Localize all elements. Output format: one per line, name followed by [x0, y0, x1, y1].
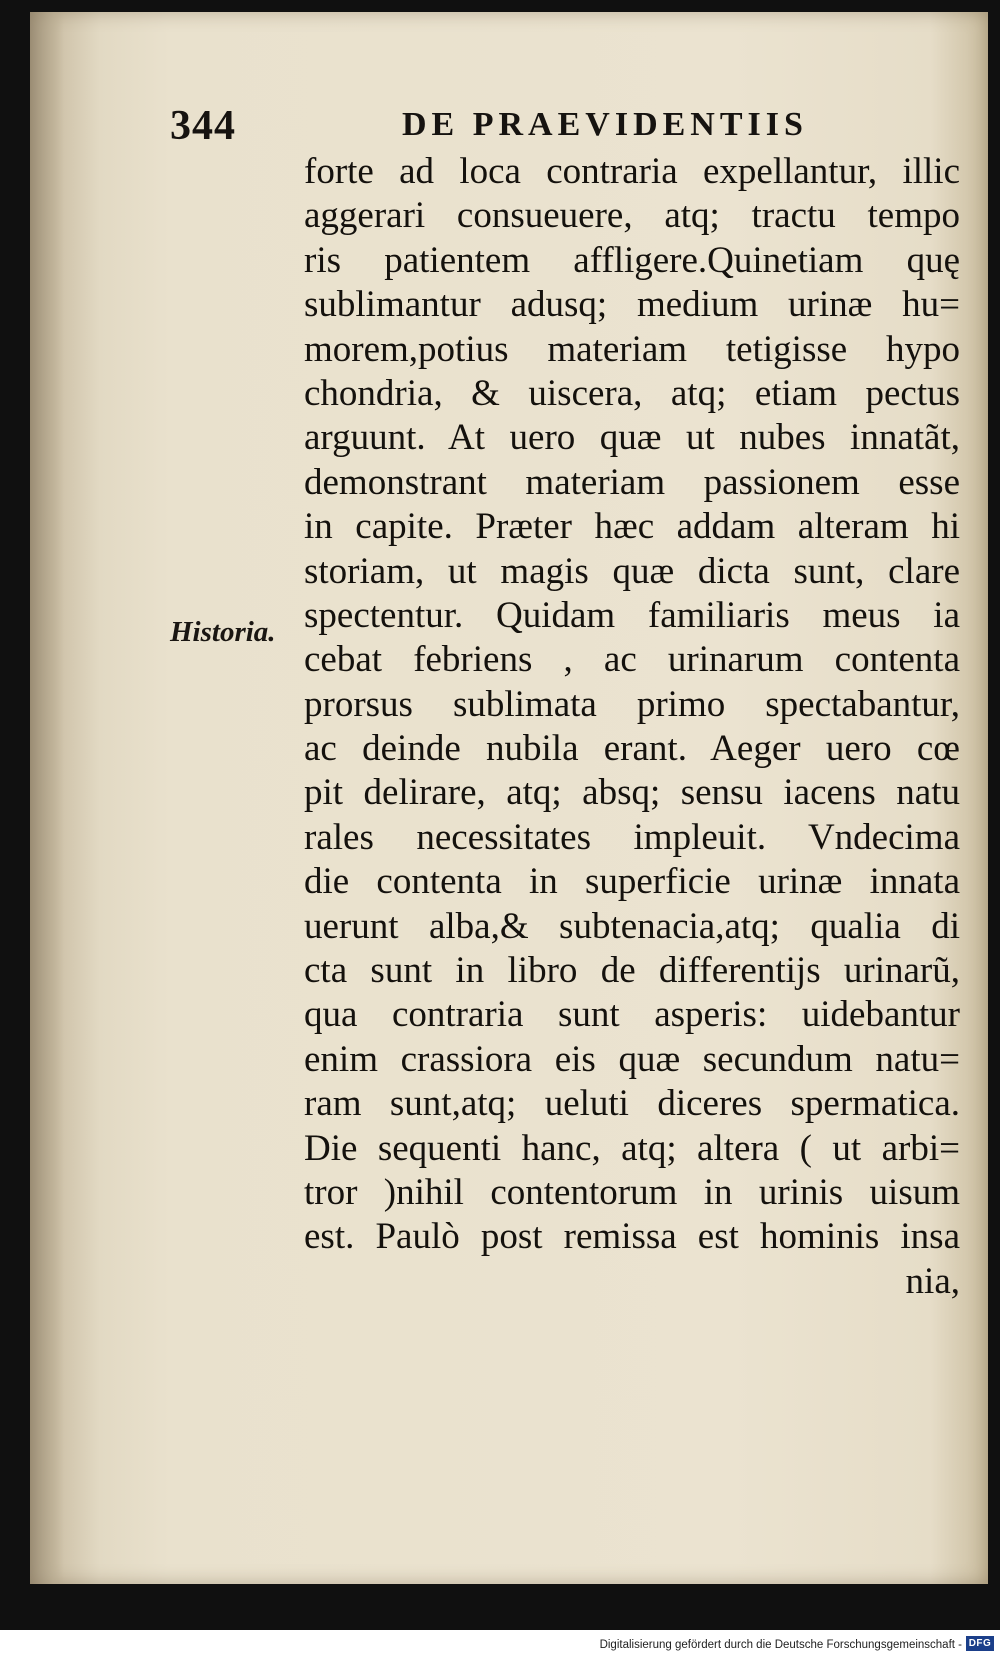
text-line: storiam, ut magis quæ dicta sunt, clare	[304, 550, 960, 592]
body-text	[304, 150, 960, 1304]
text-line: in capite. Præter hæc addam alteram hi	[304, 506, 960, 548]
page-number: 344	[170, 103, 236, 149]
text-line: die contenta in superficie urinæ innata	[304, 861, 960, 903]
text-line: forte ad loca contraria expellantur, illic	[304, 151, 960, 192]
funding-credit: Digitalisierung gefördert durch die Deutsche Forschungsgemeinschaft -	[599, 1639, 962, 1651]
text-line: aggerari consueuere, atq; tractu tempo	[304, 195, 960, 237]
page-gutter-shadow	[30, 12, 64, 1584]
text-line: sublimantur adusq; medium urinæ hu=	[304, 284, 960, 326]
text-line: demonstrant materiam passionem esse	[304, 461, 960, 503]
text-line: arguunt. At uero quæ ut nubes innatãt,	[304, 417, 960, 459]
dfg-logo: DFG	[966, 1636, 994, 1651]
text-line: ris patientem affligere.Quinetiam quę	[304, 239, 960, 281]
text-line: cebat febriens , ac urinarum contenta	[304, 639, 960, 681]
text-line: tror )nihil contentorum in urinis uisum	[304, 1171, 960, 1213]
digitization-footer	[0, 1630, 1000, 1656]
text-line: morem,potius materiam tetigisse hypo	[304, 328, 960, 370]
text-line: chondria, & uiscera, atq; etiam pectus	[304, 372, 960, 414]
text-line: qua contraria sunt asperis: uidebantur	[304, 994, 960, 1036]
text-line: est. Paulò post remissa est hominis insa	[304, 1216, 960, 1258]
running-title: DE PRAEVIDENTIIS	[402, 106, 808, 143]
text-line: rales necessitates impleuit. Vndecima	[304, 816, 960, 858]
text-line: prorsus sublimata primo spectabantur,	[304, 683, 960, 725]
text-line: pit delirare, atq; absq; sensu iacens natu	[304, 772, 960, 814]
text-line: Die sequenti hanc, atq; altera ( ut arbi=	[304, 1127, 960, 1169]
text-line: ram sunt,atq; ueluti diceres spermatica.	[304, 1083, 960, 1125]
text-line: spectentur. Quidam familiaris meus ia	[304, 594, 960, 636]
page-header	[170, 102, 890, 149]
text-line: enim crassiora eis quæ secundum natu=	[304, 1038, 960, 1080]
text-line: ac deinde nubila erant. Aeger uero cœ	[304, 728, 960, 770]
text-line: cta sunt in libro de differentijs urinarũ,	[304, 950, 960, 992]
margin-note: Historia.	[170, 616, 276, 648]
text-line: uerunt alba,& subtenacia,atq; qualia di	[304, 905, 960, 947]
text-line-final: nia,	[905, 1260, 960, 1302]
